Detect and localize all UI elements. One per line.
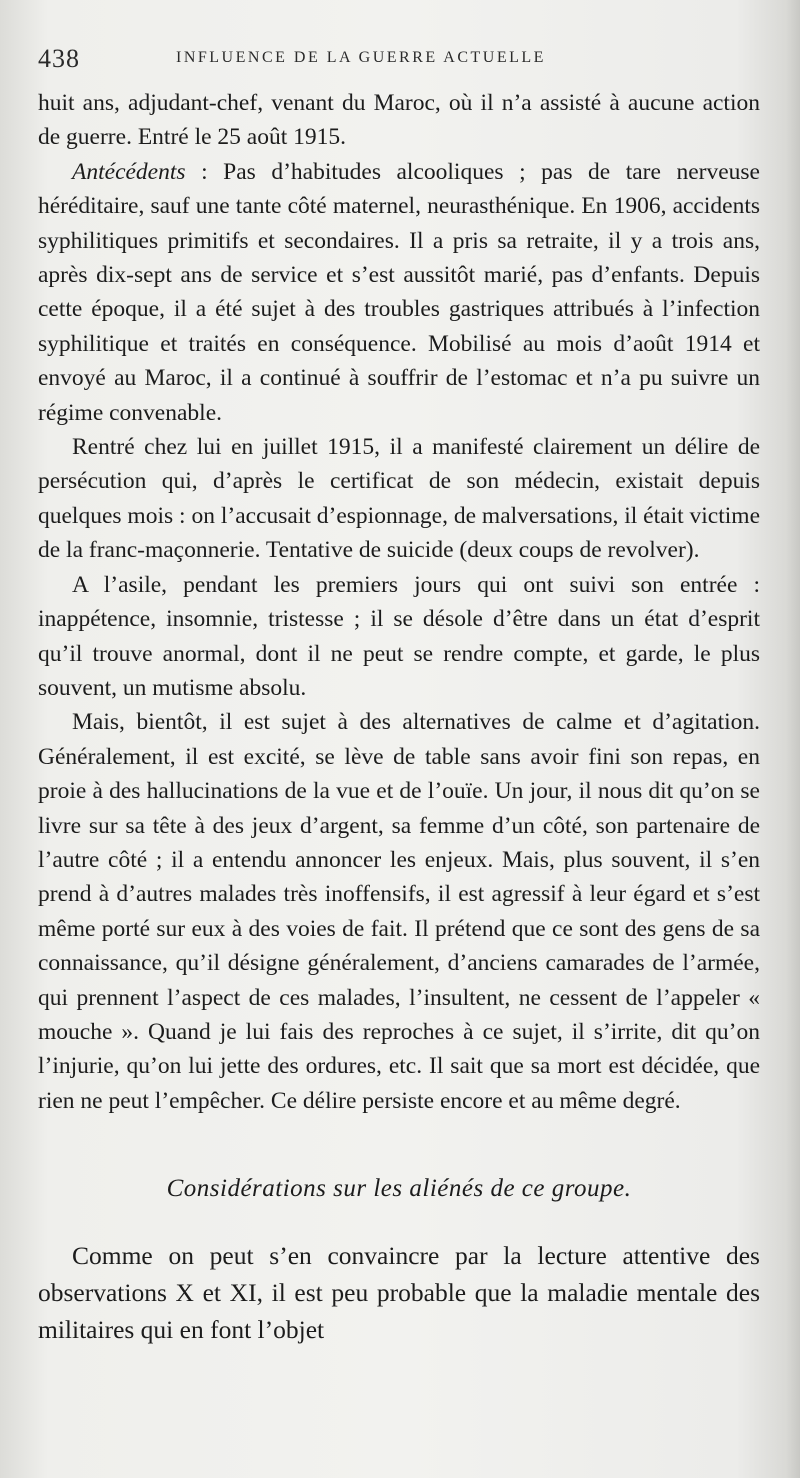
paragraph-3-text: Rentré chez lui en juillet 1915, il a manifesté clairement un délire de persécution qui, d’après le certificat de son médecin, existait depuis quelques mois : on l’accusait d’espionnage, de malversations, il était victime de la franc-maçonnerie. Tentative de suicide (deux coups de revolver).: [38, 434, 760, 564]
section-heading: Considérations sur les aliénés de ce groupe.: [166, 1175, 632, 1203]
paragraph-antecedents: [38, 155, 760, 430]
paragraph-4: [38, 568, 760, 706]
paragraph-5: [38, 705, 760, 1118]
antecedents-label: Antécédents: [72, 158, 186, 185]
paragraph-1-text: huit ans, adjudant-chef, venant du Maroc, où il n’a assisté à aucune action de guerre. Entré le 25 août 1915.: [38, 90, 760, 151]
page-number: 438: [38, 44, 80, 73]
running-head: INFLUENCE DE LA GUERRE ACTUELLE: [176, 49, 546, 66]
paragraph-4-text: A l’asile, pendant les premiers jours qui ont suivi son entrée : inappétence, insomnie, tristesse ; il se désole d’être dans un état d’esprit qu’il trouve anormal, dont il ne peut se rendre compte, et garde, le plus souvent, un mutisme absolu.: [38, 571, 760, 701]
paragraph-1: [38, 86, 760, 155]
final-paragraph-text: Comme on peut s’en convaincre par la lecture attentive des observations X et XI, il est peu probable que la maladie mentale des militaires qui en font l’objet: [38, 1240, 760, 1344]
final-paragraph: [38, 1237, 760, 1348]
page-header: [38, 40, 598, 80]
page-edge-shadow: [786, 0, 800, 1478]
paragraph-5-text: Mais, bientôt, il est sujet à des alternatives de calme et d’agitation. Généralement, il est excité, se lève de table sans avoir fini son repas, en proie à des hallucinations de la vue et de l’ouïe. Un jour, il nous dit qu’on se livre sur sa tête à des jeux d’argent, sa femme d’un côté, son partenaire de l’autre côté ; il a entendu annoncer les enjeux. Mais, plus souvent, il s’en prend à d’autres malades très inoffensifs, il est agressif à leur égard et s’est même porté sur eux à des voies de fait. Il prétend que ce sont des gens de sa connaissance, qu’il désigne généralement, d’anciens camarades de l’armée, qui prennent l’aspect de ces malades, l’insultent, ne cessent de l’appeler « mouche ». Quand je lui fais des reproches à ce sujet, il s’irrite, dit qu’on l’injurie, qu’on lui jette des ordures, etc. Il sait que sa mort est décidée, que rien ne peut l’empêcher. Ce délire persiste encore et au même degré.: [38, 709, 760, 1114]
body-text: [38, 86, 760, 1348]
paragraph-3: [38, 430, 760, 568]
paragraph-2-text: : Pas d’habitudes alcooliques ; pas de tare nerveuse héréditaire, sauf une tante côté maternel, neurasthénique. En 1906, accidents syphilitiques primitifs et secondaires. Il a pris sa retraite, il y a trois ans, après dix-sept ans de service et s’est aussitôt marié, pas d’enfants. Depuis cette époque, il a été sujet à des troubles gastriques attribués à l’infection syphilitique et traités en conséquence. Mobilisé au mois d’août 1914 et envoyé au Maroc, il a continué à souffrir de l’estomac et n’a pu suivre un régime convenable.: [38, 158, 760, 426]
